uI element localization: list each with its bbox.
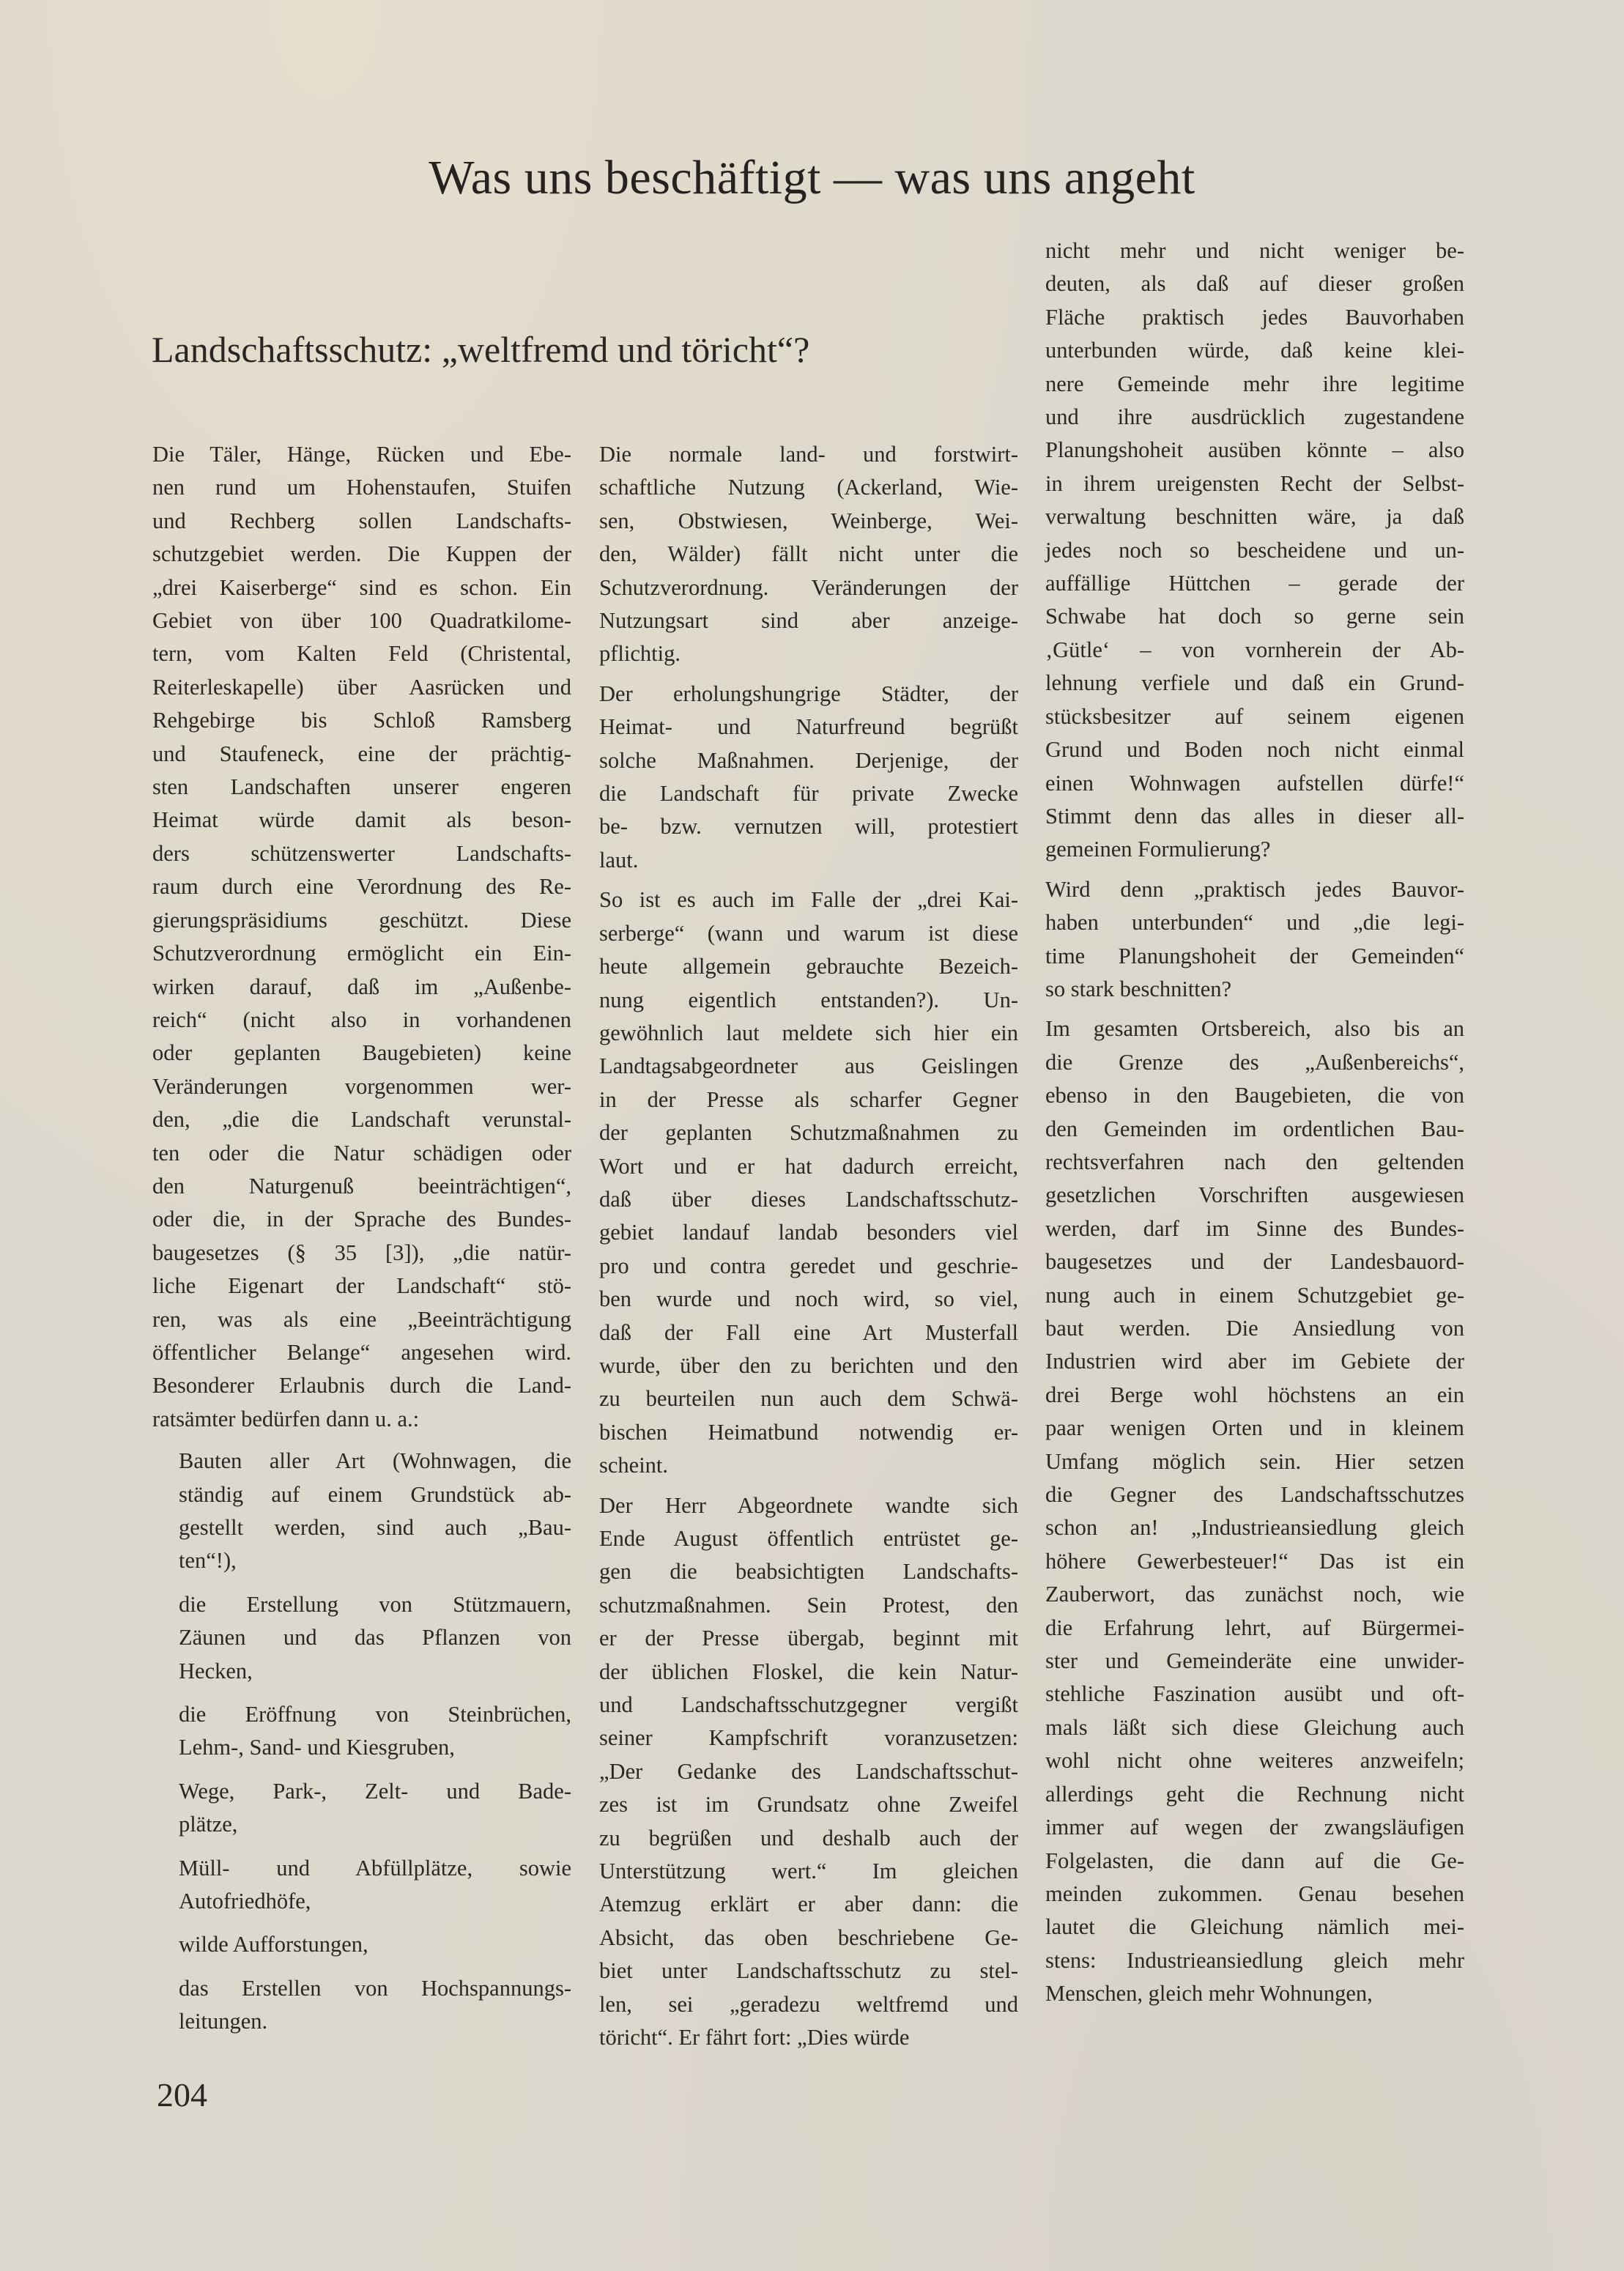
text-line: Zäunen und das Pflanzen von (179, 1625, 571, 1651)
text-line: ster und Gemeinderäte eine unwider- (1045, 1648, 1464, 1674)
text-line: Besonderer Erlaubnis durch die Land- (152, 1373, 571, 1398)
text-line: bischen Heimatbund notwendig er- (599, 1419, 1018, 1445)
text-line: Der Herr Abgeordnete wandte sich (599, 1492, 1018, 1518)
text-line: paar wenigen Orten und in kleinem (1045, 1415, 1464, 1441)
text-line: unterbunden würde, daß keine klei- (1045, 338, 1464, 363)
text-line: und ihre ausdrücklich zugestandene (1045, 404, 1464, 430)
text-line: nen rund um Hohenstaufen, Stuifen (152, 475, 571, 500)
page-number: 204 (157, 2076, 207, 2113)
text-line: gierungspräsidiums geschützt. Diese (152, 907, 571, 933)
text-line: nung auch in einem Schutzgebiet ge- (1045, 1282, 1464, 1308)
text-line: pro und contra geredet und geschrie- (599, 1253, 1018, 1278)
text-line: die Grenze des „Außenbereichs“, (1045, 1049, 1464, 1075)
text-line: deuten, als daß auf dieser großen (1045, 271, 1464, 297)
text-line: Fläche praktisch jedes Bauvorhaben (1045, 304, 1464, 330)
text-line: und Rechberg sollen Landschafts- (152, 508, 571, 533)
text-line: die Erstellung von Stützmauern, (179, 1591, 571, 1617)
text-line: Menschen, gleich mehr Wohnungen, (1045, 1981, 1373, 2007)
text-line: plätze, (179, 1812, 238, 1837)
text-line: scheint. (599, 1453, 669, 1478)
text-line: Veränderungen vorgenommen wer- (152, 1073, 571, 1099)
text-line: Unterstützung wert.“ Im gleichen (599, 1859, 1018, 1884)
text-line: sten Landschaften unserer engeren (152, 774, 571, 800)
text-line: ten“!), (179, 1548, 237, 1574)
text-line: gestellt werden, sind auch „Bau- (179, 1515, 571, 1540)
text-line: heute allgemein gebrauchte Bezeich- (599, 954, 1018, 979)
text-line: gewöhnlich laut meldete sich hier ein (599, 1020, 1018, 1045)
text-line: Müll- und Abfüllplätze, sowie (179, 1855, 571, 1881)
text-line: den Naturgenuß beeinträchtigen“, (152, 1173, 571, 1199)
paragraph (599, 678, 1018, 877)
text-line: gebiet landauf landab besonders viel (599, 1220, 1018, 1245)
text-line: zu beurteilen nun auch dem Schwä- (599, 1386, 1018, 1412)
text-line: Schutzverordnung. Veränderungen der (599, 574, 1018, 600)
text-line: wohl nicht ohne weiteres anzweifeln; (1045, 1748, 1464, 1774)
text-line: Wege, Park-, Zelt- und Bade- (179, 1778, 571, 1804)
text-line: Wird denn „praktisch jedes Bauvor- (1045, 876, 1464, 902)
text-line: gesetzlichen Vorschriften ausgewiesen (1045, 1182, 1464, 1208)
text-line: das Erstellen von Hochspannungs- (179, 1975, 571, 2001)
text-line: er der Presse übergab, beginnt mit (599, 1626, 1018, 1651)
text-line: wilde Aufforstungen, (179, 1932, 368, 1957)
text-line: ebenso in den Baugebieten, die von (1045, 1083, 1464, 1108)
text-line: werden, darf im Sinne des Bundes- (1045, 1215, 1464, 1241)
text-line: Absicht, das oben beschriebene Ge- (599, 1924, 1018, 1950)
text-column-2 (599, 438, 1018, 2061)
text-line: wurde, über den zu berichten und den (599, 1352, 1018, 1378)
text-line: solche Maßnahmen. Derjenige, der (599, 747, 1018, 773)
text-line: Bauten aller Art (Wohnwagen, die (179, 1448, 571, 1474)
text-line: Nutzungsart sind aber anzeige- (599, 608, 1018, 634)
paragraph (599, 438, 1018, 671)
text-line: die Eröffnung von Steinbrüchen, (179, 1702, 571, 1727)
text-line: lautet die Gleichung nämlich mei- (1045, 1914, 1464, 1940)
text-line: lehnung verfiele und daß ein Grund- (1045, 670, 1464, 696)
text-line: baugesetzes (§ 35 [3]), „die natür- (152, 1240, 571, 1265)
text-line: und Landschaftsschutzgegner vergißt (599, 1692, 1018, 1718)
text-line: die Landschaft für private Zwecke (599, 781, 1018, 807)
text-line: gen die beabsichtigten Landschafts- (599, 1559, 1018, 1585)
text-line: liche Eigenart der Landschaft“ stö- (152, 1273, 571, 1299)
text-line: Planungshoheit ausüben könnte – also (1045, 437, 1464, 463)
text-line: immer auf wegen der zwangsläufigen (1045, 1815, 1464, 1840)
text-line: den, Wälder) fällt nicht unter die (599, 541, 1018, 567)
text-line: Wort und er hat dadurch erreicht, (599, 1153, 1018, 1179)
text-line: ders schützenswerter Landschafts- (152, 840, 571, 866)
text-line: höhere Gewerbesteuer!“ Das ist ein (1045, 1548, 1464, 1574)
paragraph (152, 438, 571, 1436)
paragraph (1045, 234, 1464, 867)
paragraph (1045, 873, 1464, 1007)
text-line: „Der Gedanke des Landschaftsschut- (599, 1758, 1018, 1784)
text-line: leitungen. (179, 2009, 268, 2034)
text-line: Schutzverordnung ermöglicht ein Ein- (152, 941, 571, 966)
text-line: Hecken, (179, 1658, 253, 1683)
text-line: stens: Industrieansiedlung gleich mehr (1045, 1947, 1464, 1973)
text-line: Schwabe hat doch so gerne sein (1045, 604, 1464, 629)
text-line: und Staufeneck, eine der prächtig- (152, 741, 571, 766)
text-line: Atemzug erklärt er aber dann: die (599, 1892, 1018, 1917)
text-line: reich“ (nicht also in vorhandenen (152, 1007, 571, 1032)
text-line: Zauberwort, das zunächst noch, wie (1045, 1582, 1464, 1607)
text-line: Rehgebirge bis Schloß Ramsberg (152, 708, 571, 733)
paragraph (1045, 1012, 1464, 2010)
text-line: in der Presse als scharfer Gegner (599, 1086, 1018, 1112)
text-line: den, „die die Landschaft verunstal- (152, 1107, 571, 1133)
text-line: be- bzw. vernutzen will, protestiert (599, 814, 1018, 840)
text-line: wirken darauf, daß im „Außenbe- (152, 974, 571, 999)
text-line: daß über dieses Landschaftsschutz- (599, 1186, 1018, 1212)
text-line: ‚Gütle‘ – von vornherein der Ab- (1045, 637, 1464, 662)
text-line: schutzgebiet werden. Die Kuppen der (152, 541, 571, 567)
text-line: stehliche Faszination ausübt und oft- (1045, 1681, 1464, 1707)
paragraph (599, 1489, 1018, 2055)
text-line: Heimat- und Naturfreund begrüßt (599, 714, 1018, 740)
text-line: Die Täler, Hänge, Rücken und Ebe- (152, 442, 571, 467)
text-line: haben unterbunden“ und „die legi- (1045, 910, 1464, 936)
text-line: daß der Fall eine Art Musterfall (599, 1319, 1018, 1345)
text-line: baut werden. Die Ansiedlung von (1045, 1316, 1464, 1341)
paragraph (599, 883, 1018, 1482)
running-header: Was uns beschäftigt — was uns angeht (429, 151, 1195, 204)
text-line: Folgelasten, die dann auf die Ge- (1045, 1848, 1464, 1873)
article-title: Landschaftsschutz: „weltfremd und töricht“? (152, 329, 810, 370)
text-line: töricht“. Er fährt fort: „Dies würde (599, 2025, 910, 2050)
text-line: ben wurde und noch wird, so viel, (599, 1286, 1018, 1312)
text-line: ständig auf einem Grundstück ab- (179, 1481, 571, 1507)
text-line: stücksbesitzer auf seinem eigenen (1045, 703, 1464, 729)
text-line: Die normale land- und forstwirt- (599, 442, 1018, 467)
text-line: drei Berge wohl höchstens an ein (1045, 1382, 1464, 1407)
text-line: So ist es auch im Falle der „drei Kai- (599, 887, 1018, 913)
text-line: Autofriedhöfe, (179, 1889, 311, 1914)
text-line: nere Gemeinde mehr ihre legitime (1045, 371, 1464, 396)
list-item (179, 1972, 571, 2039)
text-line: ten oder die Natur schädigen oder (152, 1140, 571, 1166)
text-line: schutzmaßnahmen. Sein Protest, den (599, 1592, 1018, 1618)
text-line: zu begrüßen und deshalb auch der (599, 1825, 1018, 1850)
text-line: zes ist im Grundsatz ohne Zweifel (599, 1792, 1018, 1818)
text-line: mals läßt sich diese Gleichung auch (1045, 1714, 1464, 1740)
list-item (179, 1445, 571, 1578)
text-line: time Planungshoheit der Gemeinden“ (1045, 943, 1464, 968)
text-line: jedes noch so bescheidene und un- (1045, 537, 1464, 563)
text-column-3 (1045, 234, 1464, 2018)
text-line: Landtagsabgeordneter aus Geislingen (599, 1053, 1018, 1079)
text-line: Lehm-, Sand- und Kiesgruben, (179, 1735, 455, 1760)
list-item (179, 1928, 571, 1961)
text-line: allerdings geht die Rechnung nicht (1045, 1781, 1464, 1807)
text-line: baugesetzes und der Landesbauord- (1045, 1249, 1464, 1275)
text-line: Heimat würde damit als beson- (152, 807, 571, 833)
list-item (179, 1588, 571, 1688)
text-line: rechtsverfahren nach den geltenden (1045, 1149, 1464, 1174)
text-line: Umfang möglich sein. Hier setzen (1045, 1448, 1464, 1474)
text-line: tern, vom Kalten Feld (Christental, (152, 641, 571, 667)
text-line: auffällige Hüttchen – gerade der (1045, 571, 1464, 596)
text-line: laut. (599, 847, 639, 873)
text-column-1 (152, 438, 571, 2049)
text-line: „drei Kaiserberge“ sind es schon. Ein (152, 574, 571, 600)
text-line: nicht mehr und nicht weniger be- (1045, 238, 1464, 263)
text-line: raum durch eine Verordnung des Re- (152, 874, 571, 900)
text-line: die Gegner des Landschaftsschutzes (1045, 1482, 1464, 1508)
text-line: oder die, in der Sprache des Bundes- (152, 1207, 571, 1232)
list-item (179, 1775, 571, 1842)
text-line: schaftliche Nutzung (Ackerland, Wie- (599, 475, 1018, 500)
text-line: len, sei „geradezu weltfremd und (599, 1991, 1018, 2017)
text-line: schon an! „Industrieansiedlung gleich (1045, 1515, 1464, 1541)
text-line: nung eigentlich entstanden?). Un- (599, 987, 1018, 1012)
text-line: meinden zukommen. Genau besehen (1045, 1881, 1464, 1906)
permit-requirements-list (179, 1445, 571, 2039)
list-item (179, 1852, 571, 1919)
list-item (179, 1698, 571, 1765)
text-line: so stark beschnitten? (1045, 976, 1232, 1001)
text-line: Ende August öffentlich entrüstet ge- (599, 1526, 1018, 1551)
text-line: in ihrem ureigensten Recht der Selbst- (1045, 470, 1464, 496)
text-line: ratsämter bedürfen dann u. a.: (152, 1406, 420, 1431)
text-line: den Gemeinden im ordentlichen Bau- (1045, 1116, 1464, 1141)
text-line: ren, was als eine „Beeinträchtigung (152, 1306, 571, 1332)
text-line: seiner Kampfschrift voranzusetzen: (599, 1725, 1018, 1751)
text-line: biet unter Landschaftsschutz zu stel- (599, 1958, 1018, 1984)
text-line: Stimmt denn das alles in dieser all- (1045, 803, 1464, 829)
text-line: der üblichen Floskel, die kein Natur- (599, 1659, 1018, 1684)
text-line: pflichtig. (599, 641, 681, 667)
text-line: verwaltung beschnitten wäre, ja daß (1045, 504, 1464, 530)
text-line: Grund und Boden noch nicht einmal (1045, 737, 1464, 763)
text-line: sen, Obstwiesen, Weinberge, Wei- (599, 508, 1018, 533)
text-line: öffentlicher Belange“ angesehen wird. (152, 1339, 571, 1365)
text-line: Der erholungshungrige Städter, der (599, 681, 1018, 706)
text-line: Im gesamten Ortsbereich, also bis an (1045, 1016, 1464, 1042)
text-line: der geplanten Schutzmaßnahmen zu (599, 1120, 1018, 1146)
text-line: serberge“ (wann und warum ist diese (599, 920, 1018, 946)
text-line: die Erfahrung lehrt, auf Bürgermei- (1045, 1615, 1464, 1640)
text-line: gemeinen Formulierung? (1045, 837, 1271, 862)
text-line: Gebiet von über 100 Quadratkilome- (152, 608, 571, 634)
text-line: oder geplanten Baugebieten) keine (152, 1040, 571, 1066)
text-line: Reiterleskapelle) über Aasrücken und (152, 674, 571, 700)
text-line: Industrien wird aber im Gebiete der (1045, 1349, 1464, 1374)
text-line: einen Wohnwagen aufstellen dürfe!“ (1045, 770, 1464, 796)
